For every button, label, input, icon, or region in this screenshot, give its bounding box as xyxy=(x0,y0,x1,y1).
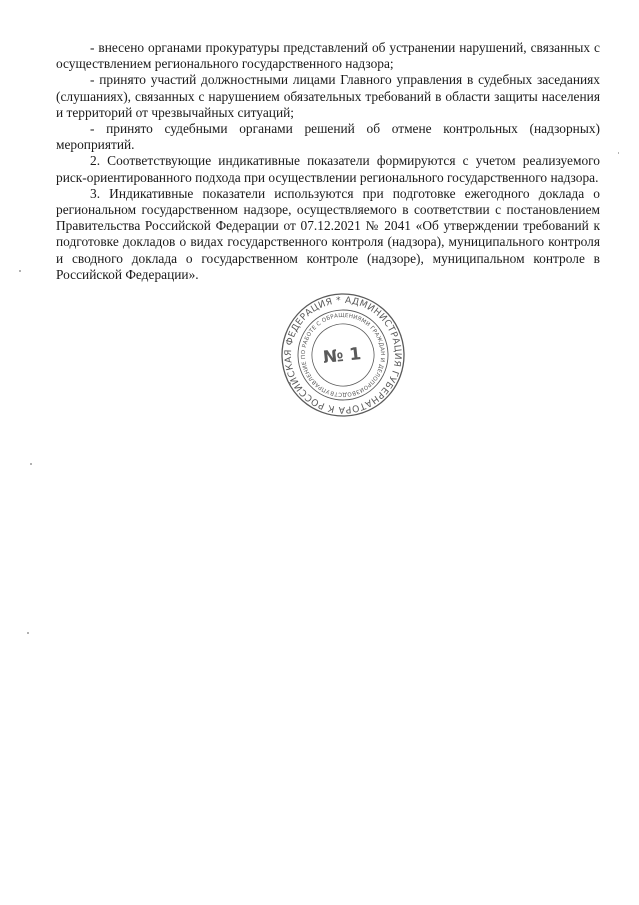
paragraph-item-2: 2. Соответствующие индикативные показатели формируются с учетом реализуемого риск-ориентированного подхода при осуществлении регионального государственного надзора. xyxy=(56,153,600,185)
paragraph-court-sessions: - принято участий должностными лицами Главного управления в судебных заседаниях (слушаниях), связанных с нарушением обязательных требований в области защиты населения и территорий от чрезвычайных ситуаций; xyxy=(56,72,600,120)
document-body xyxy=(56,40,600,283)
scan-speck xyxy=(30,463,32,465)
seal-number: № 1 xyxy=(322,344,363,368)
paragraph-prosecutor-submissions: - внесено органами прокуратуры представлений об устранении нарушений, связанных с осуществлением регионального государственного надзора; xyxy=(56,40,600,72)
paragraph-item-3: 3. Индикативные показатели используются при подготовке ежегодного доклада о региональном государственном надзоре, осуществляемого в соответствии с постановлением Правительства Российской Федерации от 07.12.2021 № 2041 «Об утверждении требований к подготовке докладов о видах государственного контроля (надзора), муниципального контроля и сводного доклада о государственном контроле (надзоре), муниципальном контроле в Российской Федерации». xyxy=(56,185,600,282)
scan-speck xyxy=(19,270,21,272)
official-seal xyxy=(279,291,407,419)
scan-speck xyxy=(27,632,29,634)
scan-speck xyxy=(618,152,619,154)
seal-inner-text: УПРАВЛЕНИЕ ПО РАБОТЕ С ОБРАЩЕНИЯМИ ГРАЖДАН И ДЕЛОПРОИЗВОДСТВА xyxy=(300,312,386,398)
seal-outer-text: РОССИЙСКАЯ ФЕДЕРАЦИЯ * АДМИНИСТРАЦИЯ ГУБЕРНАТОРА КАЛУЖСКОЙ xyxy=(282,294,404,416)
paragraph-court-decisions: - принято судебными органами решений об отмене контрольных (надзорных) мероприятий. xyxy=(56,121,600,153)
